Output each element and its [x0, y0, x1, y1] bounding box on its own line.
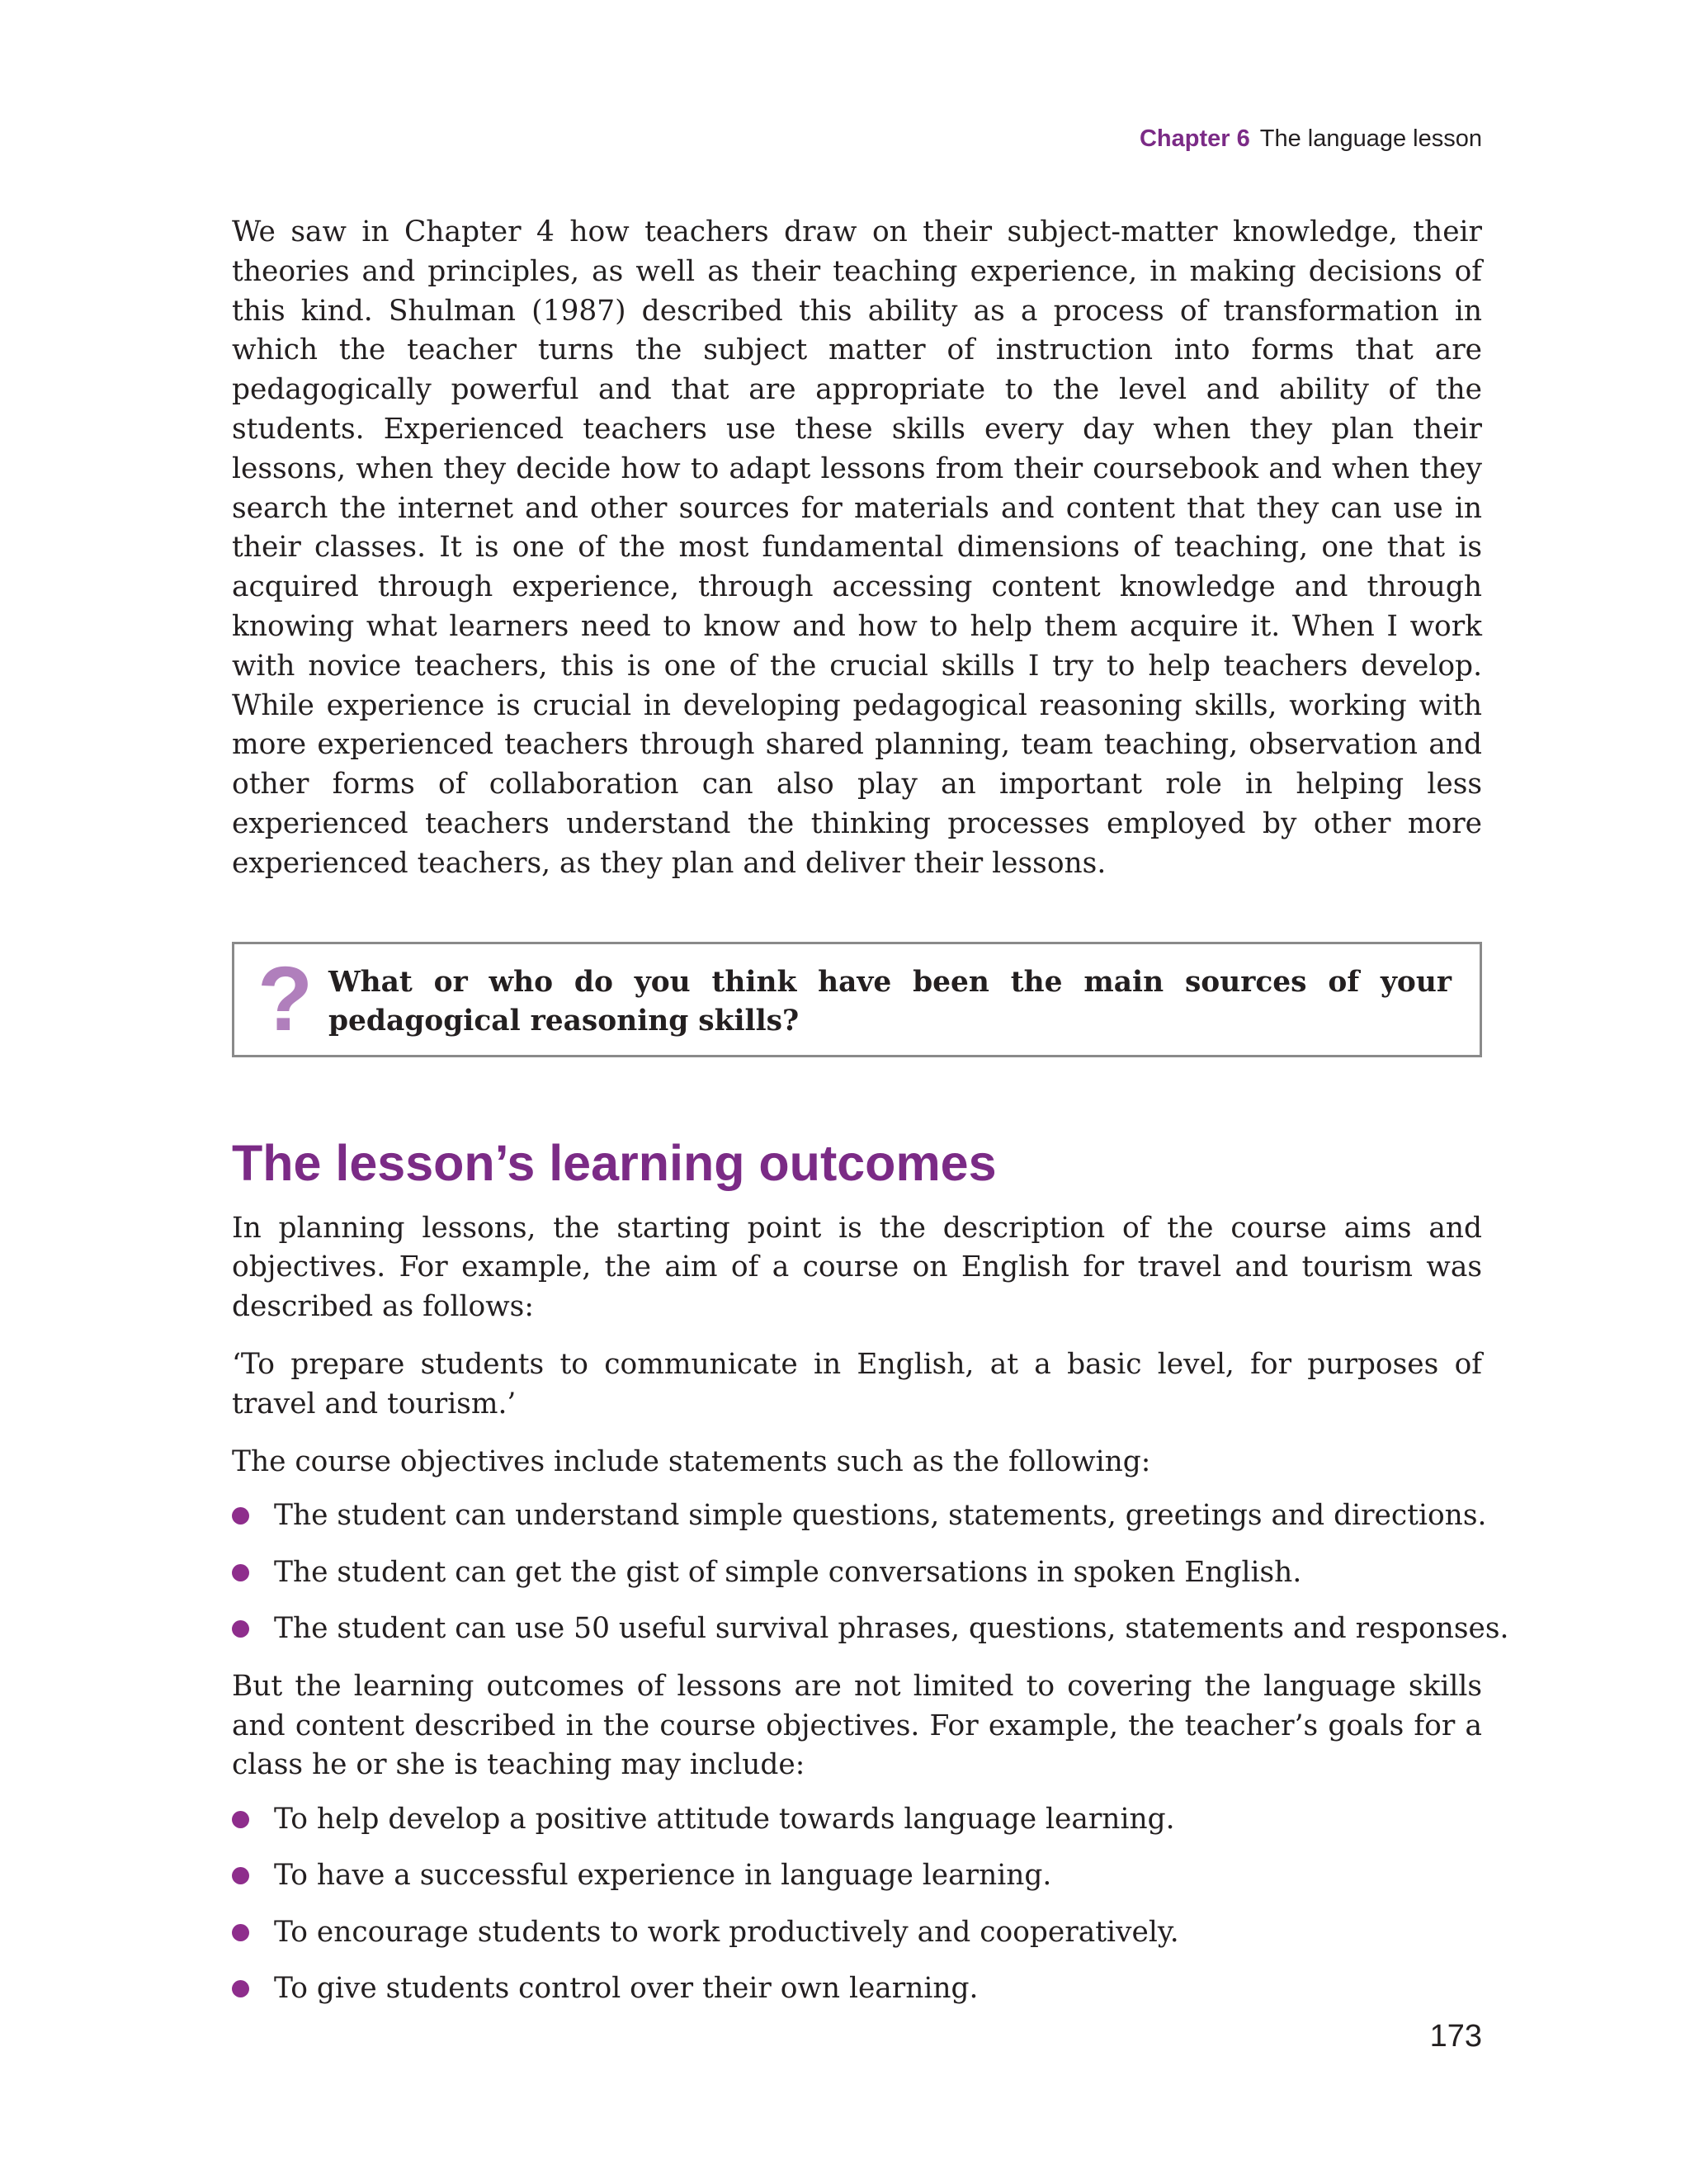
bullet-icon	[232, 1620, 249, 1638]
list-item-text: To have a successful experience in language learning.	[274, 1859, 1052, 1893]
list-item-text: The student can get the gist of simple conversations in spoken English.	[274, 1555, 1302, 1589]
running-head	[1140, 125, 1482, 153]
section-heading: The lesson’s learning outcomes	[232, 1134, 997, 1191]
bullet-icon	[232, 1924, 249, 1941]
reflection-question-box	[232, 942, 1482, 1057]
list-item-text: To encourage students to work productively and cooperatively.	[274, 1915, 1179, 1949]
list-item	[232, 1553, 1482, 1593]
course-aims-paragraph: In planning lessons, the starting point is the description of the course aims and objectives. For example, the aim of a course on English for travel and tourism was described as follows:	[232, 1211, 1482, 1324]
objectives-list	[232, 1496, 1509, 1648]
intro-paragraph: We saw in Chapter 4 how teachers draw on their subject-matter knowledge, their theories and principles, as well as their teaching experience, in making decisions of this kind. Shulman (1987) described this ability as a process of transformation in which the teacher turns the subject matter of instruction into forms that are pedagogically powerful and that are appropriate to the level and ability of the students. Experienced teachers use these skills every day when they plan their lessons, when they decide how to adapt lessons from their coursebook and when they search the internet and other sources for materials and content that they can use in their classes. It is one of the most fundamental dimensions of teaching, one that is acquired through experience, through accessing content knowledge and through knowing what learners need to know and how to help them acquire it. When I work with novice teachers, this is one of the crucial skills I try to help teachers develop. While experience is crucial in developing pedagogical reasoning skills, working with more experienced teachers through shared planning, team teaching, observation and other forms of collaboration can also play an important role in helping less experienced teachers understand the thinking processes employed by other more experienced teachers, as they plan and deliver their lessons.	[232, 215, 1482, 880]
page-number: 173	[1429, 2019, 1482, 2054]
objectives-intro: The course objectives include statements such as the following:	[232, 1444, 1151, 1478]
page-body	[232, 213, 1509, 2009]
list-item-text: The student can understand simple questions, statements, greetings and directions.	[274, 1499, 1487, 1533]
list-item-text: The student can use 50 useful survival phrases, questions, statements and responses.	[274, 1611, 1509, 1645]
list-item	[232, 1969, 1482, 2009]
bullet-icon	[232, 1980, 249, 1997]
course-aim-quote: ‘To prepare students to communicate in English, at a basic level, for purposes of travel and tourism.’	[232, 1347, 1482, 1421]
bullet-icon	[232, 1507, 249, 1525]
list-item	[232, 1610, 1509, 1649]
list-item	[232, 1856, 1482, 1896]
list-item	[232, 1913, 1482, 1953]
learning-outcomes-paragraph: But the learning outcomes of lessons are not limited to covering the language skills and content described in the course objectives. For example, the teacher’s goals for a class he or she is teaching may include:	[232, 1669, 1482, 1782]
question-mark-icon: ?	[257, 948, 314, 1050]
list-item	[232, 1496, 1487, 1536]
bullet-icon	[232, 1867, 249, 1884]
list-item	[232, 1800, 1482, 1840]
list-item-text: To give students control over their own learning.	[274, 1972, 979, 2005]
bullet-icon	[232, 1811, 249, 1828]
running-head-chapter: Chapter 6	[1139, 125, 1250, 152]
running-head-title: The language lesson	[1259, 125, 1482, 152]
list-item-text: To help develop a positive attitude towards language learning.	[274, 1803, 1175, 1837]
reflection-question-text: What or who do you think have been the main sources of your pedagogical reasoning skills?	[328, 965, 1452, 1038]
goals-list	[232, 1800, 1482, 2009]
bullet-icon	[232, 1564, 249, 1581]
